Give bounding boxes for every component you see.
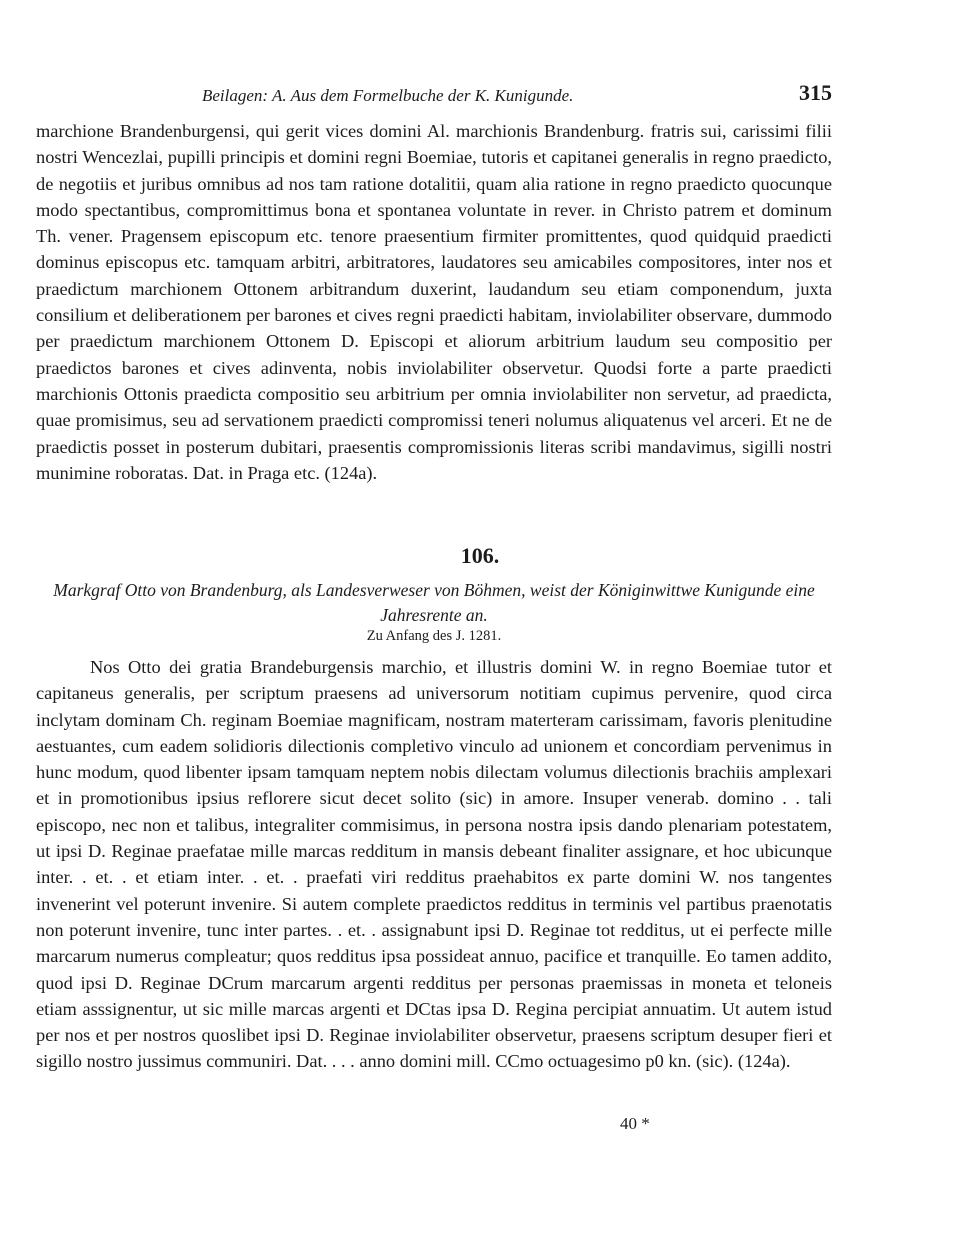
document-paragraph: Nos Otto dei gratia Brandeburgensis marchio, et illustris domini W. in regno Boemiae tutor et capitaneus generalis, per scriptum praesens ad universorum notitiam cupimus pervenire, quod circa inclytam dominam Ch. reginam Boemiae magnificam, nostram materteram carissimam, favoris plenitudine aestuantes, cum eadem solidioris dilectionis completivo vinculo ad unionem et concordiam pervenimus in hunc modum, quod libenter ipsam tamquam neptem nobis dilectam volumus dilectionis brachiis amplexari et in promotionibus ipsius reflorere sicut decet solito (sic) in amore. Insuper venerab. domino . . tali episcopo, nec non et talibus, integraliter commisimus, in persona nostra ipsis dando plenariam potestatem, ut ipsi D. Reginae praefatae mille marcas redditum in mansis debeant finaliter assignare, et hoc ubicunque inter. . et. . et etiam inter. . et. . praefati viri redditus praehabitos ex parte domini W. nos tangentes invenerint vel poterunt invenire. Si autem complete praedictos redditus in terminis vel partibus praenotatis non poterunt invenire, tunc inter partes. . et. . assignabunt ipsi D. Reginae tot redditus, ut ei perfecte mille marcarum numerus compleatur; quos redditus ipsa possideat annuo, pacifice et tranquille. Eo tamen addito, quod ipsi D. Reginae DCrum marcarum argenti redditus per personas praemissas in moneta et teloneis etiam asssignentur, ut sic mille marcas argenti et DCtas ipsa D. Regina percipiat annuatim. Ut autem istud per nos et per nostros quoslibet ipsi D. Reginae inviolabiliter observetur, praesens scriptum desuper fieri et sigillo nostro jussimus communiri. Dat. . . . anno domini mill. CCmo octuagesimo p0 kn. (sic). (124a). — [36, 657, 832, 1072]
page-header — [36, 74, 832, 114]
document-text-block — [36, 654, 832, 1075]
document-date: Zu Anfang des J. 1281. — [366, 628, 502, 644]
continued-paragraph: marchione Brandenburgensi, qui gerit vices domini Al. marchionis Brandenburg. fratris sui, carissimi filii nostri Wencezlai, pupilli principis et domini regni Boemiae, tutoris et capitanei generalis in regno praedicto, de negotiis et juribus omnibus ad nos tam ratione dotalitii, quam alia ratione in regno praedicto quocunque modo spectantibus, compromittimus bona et spontanea voluntate in rever. in Christo patrem et dominum Th. vener. Pragensem episcopum etc. tenore praesentium firmiter promittentes, quod quidquid praedicti dominus episcopus etc. tamquam arbitri, arbitratores, laudatores seu amicabiles compositores, inter nos et praedictum marchionem Ottonem arbitrandum duxerint, laudandum seu etiam componendum, juxta consilium et deliberationem per barones et cives regni praedicti habitam, inviolabiliter observare, dummodo per praedictum marchionem Ottonem D. Episcopi et aliorum arbitrium laudum seu compositio per praedictos barones et cives adinventa, nobis inviolabiliter observetur. Quodsi forte a parte praedicti marchionis Ottonis praedicta compositio seu arbitrium per omnia inviolabiliter non servetur, ad praedicta, quae promisimus, seu ad servationem praedicti compromissi teneri nolumus aliquatenus vel arceri. Et ne de praedictis posset in posterum dubitari, praesentis compromissionis literas scribi mandavimus, sigilli nostri munimine roboratas. Dat. in Praga etc. (124a). — [36, 121, 832, 483]
running-head: Beilagen: A. Aus dem Formelbuche der K. Kunigunde. — [202, 86, 574, 105]
document-title: Markgraf Otto von Brandenburg, als Landesverweser von Böhmen, weist der Königinwittwe Kunigunde eine Jahresrente an. — [53, 580, 815, 625]
signature-mark: 40 * — [620, 1114, 650, 1133]
page-number: 315 — [799, 80, 832, 105]
document-number: 106. — [460, 543, 500, 568]
continued-text-block — [36, 118, 832, 486]
